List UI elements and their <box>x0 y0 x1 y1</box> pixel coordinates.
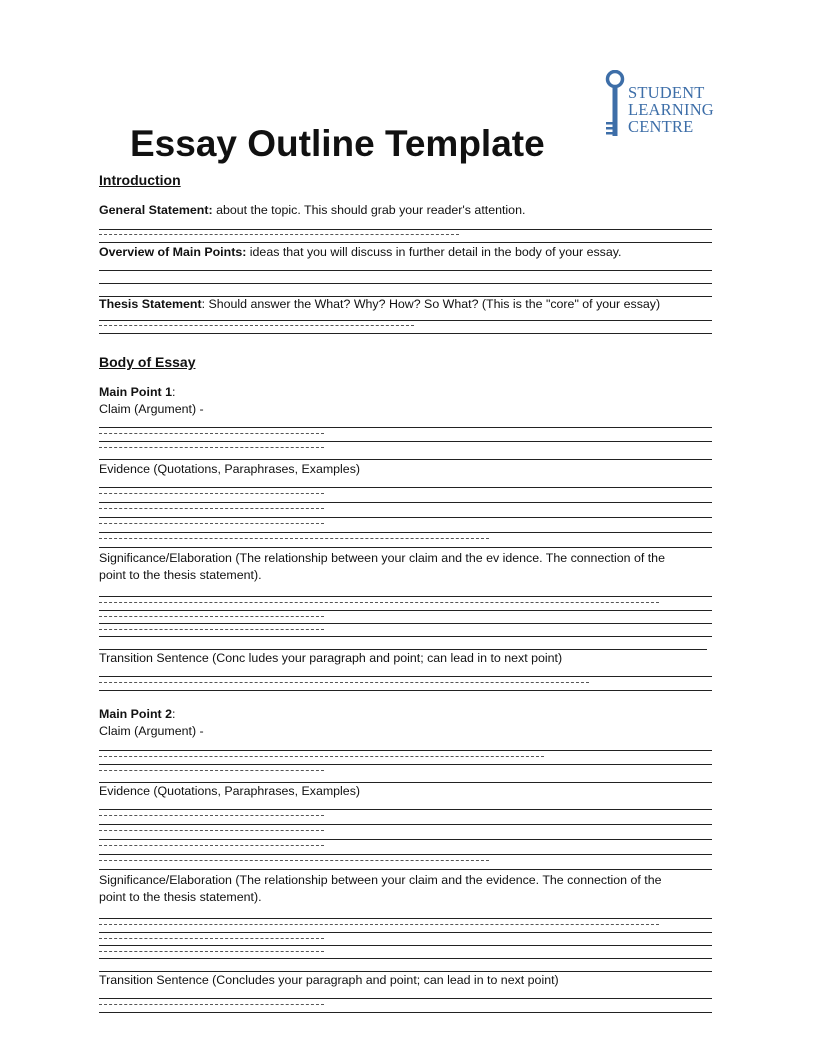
underscore-line <box>99 234 459 235</box>
answer-line[interactable] <box>99 918 712 919</box>
underscore-line <box>99 493 324 494</box>
answer-line[interactable] <box>99 441 712 442</box>
main-point-2-heading <box>99 707 175 721</box>
answer-line[interactable] <box>99 809 712 810</box>
answer-line[interactable] <box>99 242 712 243</box>
main-point-1-claim: Claim (Argument) - <box>99 402 204 416</box>
overview-text: ideas that you will discuss in further detail in the body of your essay. <box>246 245 622 259</box>
underscore-line <box>99 938 324 939</box>
answer-line[interactable] <box>99 782 712 783</box>
general-statement <box>99 203 525 217</box>
general-statement-text: about the topic. This should grab your reader's attention. <box>212 203 526 217</box>
overview-of-main-points <box>99 245 621 259</box>
answer-line[interactable] <box>99 459 712 460</box>
answer-line[interactable] <box>99 517 712 518</box>
main-point-2-claim: Claim (Argument) - <box>99 724 204 738</box>
underscore-line <box>99 951 324 952</box>
underscore-line <box>99 830 324 831</box>
underscore-line <box>99 924 659 925</box>
main-point-1-label: Main Point 1 <box>99 385 172 399</box>
underscore-line <box>99 325 414 326</box>
main-point-2-significance-line-2: point to the thesis statement). <box>99 890 262 904</box>
main-point-2-label: Main Point 2 <box>99 707 172 721</box>
answer-line[interactable] <box>99 945 712 946</box>
answer-line[interactable] <box>99 971 712 972</box>
general-statement-label: General Statement: <box>99 203 213 217</box>
body-heading: Body of Essay <box>99 354 196 370</box>
underscore-line <box>99 815 324 816</box>
answer-line[interactable] <box>99 623 712 624</box>
underscore-line <box>99 447 324 448</box>
underscore-line <box>99 756 544 757</box>
student-learning-centre-logo <box>603 70 733 142</box>
answer-line[interactable] <box>99 676 712 677</box>
page-title: Essay Outline Template <box>130 123 545 164</box>
logo-line-2: LEARNING <box>628 100 714 119</box>
answer-line[interactable] <box>99 839 712 840</box>
main-point-1-colon: : <box>171 385 176 399</box>
answer-line[interactable] <box>99 636 712 637</box>
main-point-1-significance-line-1: Significance/Elaboration (The relationship between your claim and the ev idence. The connection of the <box>99 551 665 565</box>
main-point-1-heading <box>99 385 175 399</box>
answer-line[interactable] <box>99 610 712 611</box>
answer-line[interactable] <box>99 750 712 751</box>
underscore-line <box>99 538 489 539</box>
main-point-2-significance-line-1: Significance/Elaboration (The relationship between your claim and the evidence. The connection of the <box>99 873 662 887</box>
answer-line[interactable] <box>99 824 712 825</box>
answer-line[interactable] <box>99 502 712 503</box>
underscore-line <box>99 770 324 771</box>
answer-line[interactable] <box>99 283 712 284</box>
answer-line[interactable] <box>99 690 712 691</box>
key-icon <box>603 70 627 140</box>
thesis-statement <box>99 297 660 311</box>
underscore-line <box>99 1004 324 1005</box>
thesis-label: Thesis Statement <box>99 297 202 311</box>
answer-line[interactable] <box>99 764 712 765</box>
thesis-text: : Should answer the What? Why? How? So What? (This is the "core" of your essay) <box>201 297 661 311</box>
answer-line[interactable] <box>99 1012 712 1013</box>
overview-label: Overview of Main Points: <box>99 245 247 259</box>
answer-line[interactable] <box>99 270 712 271</box>
underscore-line <box>99 602 659 603</box>
main-point-1-transition: Transition Sentence (Conc ludes your paragraph and point; can lead in to next point) <box>99 651 563 665</box>
answer-line[interactable] <box>99 229 712 230</box>
answer-line[interactable] <box>99 427 712 428</box>
underscore-line <box>99 629 324 630</box>
logo-line-1: STUDENT <box>628 83 705 102</box>
answer-line[interactable] <box>99 320 712 321</box>
answer-line[interactable] <box>99 854 712 855</box>
answer-line[interactable] <box>99 649 707 650</box>
underscore-line <box>99 433 324 434</box>
underscore-line <box>99 845 324 846</box>
answer-line[interactable] <box>99 333 712 334</box>
answer-line[interactable] <box>99 532 712 533</box>
underscore-line <box>99 616 324 617</box>
answer-line[interactable] <box>99 932 712 933</box>
answer-line[interactable] <box>99 596 712 597</box>
main-point-1-evidence: Evidence (Quotations, Paraphrases, Examples) <box>99 462 361 476</box>
answer-line[interactable] <box>99 958 712 959</box>
underscore-line <box>99 682 589 683</box>
main-point-2-transition: Transition Sentence (Concludes your paragraph and point; can lead in to next point) <box>99 973 559 987</box>
main-point-2-colon: : <box>171 707 176 721</box>
answer-line[interactable] <box>99 547 712 548</box>
answer-line[interactable] <box>99 998 712 999</box>
underscore-line <box>99 508 324 509</box>
main-point-1-significance-line-2: point to the thesis statement). <box>99 568 262 582</box>
introduction-heading: Introduction <box>99 172 181 188</box>
underscore-line <box>99 860 489 861</box>
main-point-2-evidence: Evidence (Quotations, Paraphrases, Examples) <box>99 784 361 798</box>
answer-line[interactable] <box>99 869 712 870</box>
logo-line-3: CENTRE <box>628 117 694 136</box>
answer-line[interactable] <box>99 487 712 488</box>
underscore-line <box>99 523 324 524</box>
